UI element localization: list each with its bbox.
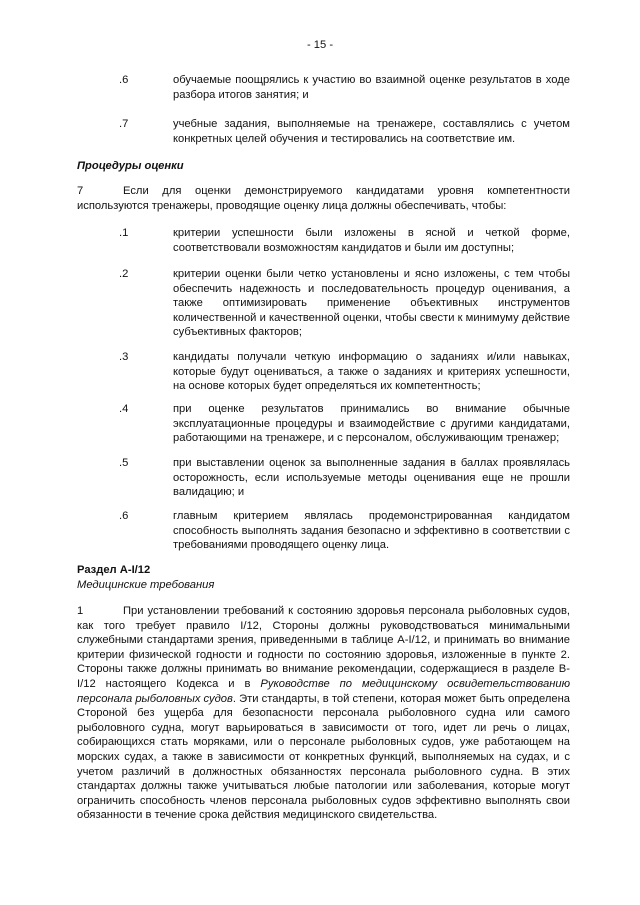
list-item-text: главным критерием являлась продемонстрированная кандидатом способность выполнять задания безопасно и эффективно в соответствии с требованиями проводящего оценку лица.: [173, 510, 570, 552]
paragraph-number: 1: [77, 605, 84, 617]
section-2-subheading: Медицинские требования: [77, 579, 215, 591]
paragraph-text-part2: . Эти стандарты, в той степени, которая может быть определена Стороной без ущерба для безопасности персонала рыболовного судна или самого рыболовного судна, могут варьироваться в зависимости от того, идет ли речь о лицах, собирающихся стать моряками, или о персонале рыболовных судов, уже работающем на морских судах, а также в зависимости от конкретных функций, выполняемых на судах, и с учетом различий в должностных обязанностях персонала рыболовного судна. В этих стандартах должны также учитываться любые патологии или заболевания, которые могут ограничить способность членов персонала рыболовных судов эффективно выполнять свои обязанности в течение срока действия медицинского свидетельства.: [77, 692, 570, 822]
list-item-number: .7: [119, 118, 129, 130]
list-item-text: критерии успешности были изложены в ясной и четкой форме, соответствовали возможностям кандидатов и были им доступны;: [173, 227, 570, 254]
list-item-text: обучаемые поощрялись к участию во взаимной оценке результатов в ходе разбора итогов занятия; и: [173, 74, 570, 101]
list-item: [77, 456, 570, 500]
paragraph-1: [77, 604, 570, 823]
paragraph-text-italic: Руководстве по медицинскому освидетельствованию персонала рыболовных судов: [77, 677, 570, 705]
list-item-text: учебные задания, выполняемые на тренажере, составлялись с учетом конкретных целей обучения и тестировались на соответствие им.: [173, 118, 570, 145]
paragraph-number: 7: [77, 185, 84, 197]
list-item-text: при оценке результатов принимались во внимание обычные эксплуатационные процедуры и взаимодействие с другими кандидатами, работающими на тренажере, и с персоналом, обслуживающим тренажер;: [173, 403, 570, 445]
list-item: [77, 73, 570, 102]
list-item: [77, 509, 570, 553]
list-item-number: .4: [119, 403, 129, 415]
list-item: [77, 226, 570, 255]
list-item-text: кандидаты получали четкую информацию о заданиях и/или навыках, которые будут оцениваться, а также о заданиях и критериях успешности, на основе которых будет определяться их компетентность;: [173, 351, 570, 393]
list-item-number: .6: [119, 74, 129, 86]
list-item-number: .3: [119, 351, 129, 363]
list-item: [77, 267, 570, 340]
list-item: [77, 117, 570, 146]
page-number: - 15 -: [306, 39, 334, 51]
list-item-number: .2: [119, 268, 129, 280]
list-item-number: .6: [119, 510, 129, 522]
paragraph-text-part1: При установлении требований к состоянию здоровья персонала рыболовных судов, как того требует правило I/12, Стороны должны руководствоваться минимальными служебными стандартами зрения, приведенными в таблице A-I/12, и принимать во внимание критерии физической годности и годности по состоянию здоровья, изложенные в пункте 2. Стороны также должны принимать во внимание рекомендации, содержащиеся в разделе B-I/12 настоящего Кодекса и в: [77, 605, 570, 690]
list-item-number: .5: [119, 457, 129, 469]
list-item: [77, 402, 570, 446]
list-item: [77, 350, 570, 394]
list-item-number: .1: [119, 227, 129, 239]
paragraph-7: [77, 184, 570, 213]
section-heading: Процедуры оценки: [77, 160, 184, 172]
list-item-text: при выставлении оценок за выполненные задания в баллах проявлялась осторожность, если используемые методы оценивания еще не прошли валидацию; и: [173, 457, 570, 499]
list-item-text: критерии оценки были четко установлены и ясно изложены, с тем чтобы обеспечить надежность и последовательность процедур оценивания, а также оптимизировать применение объективных инструментов количественной и качественной оценки, чтобы свести к минимуму действие субъективных факторов;: [173, 268, 570, 339]
paragraph-text: Если для оценки демонстрируемого кандидатами уровня компетентности используются тренажеры, проводящие оценку лица должны обеспечивать, чтобы:: [77, 185, 570, 212]
section-2-heading: Раздел A-I/12: [77, 564, 151, 576]
